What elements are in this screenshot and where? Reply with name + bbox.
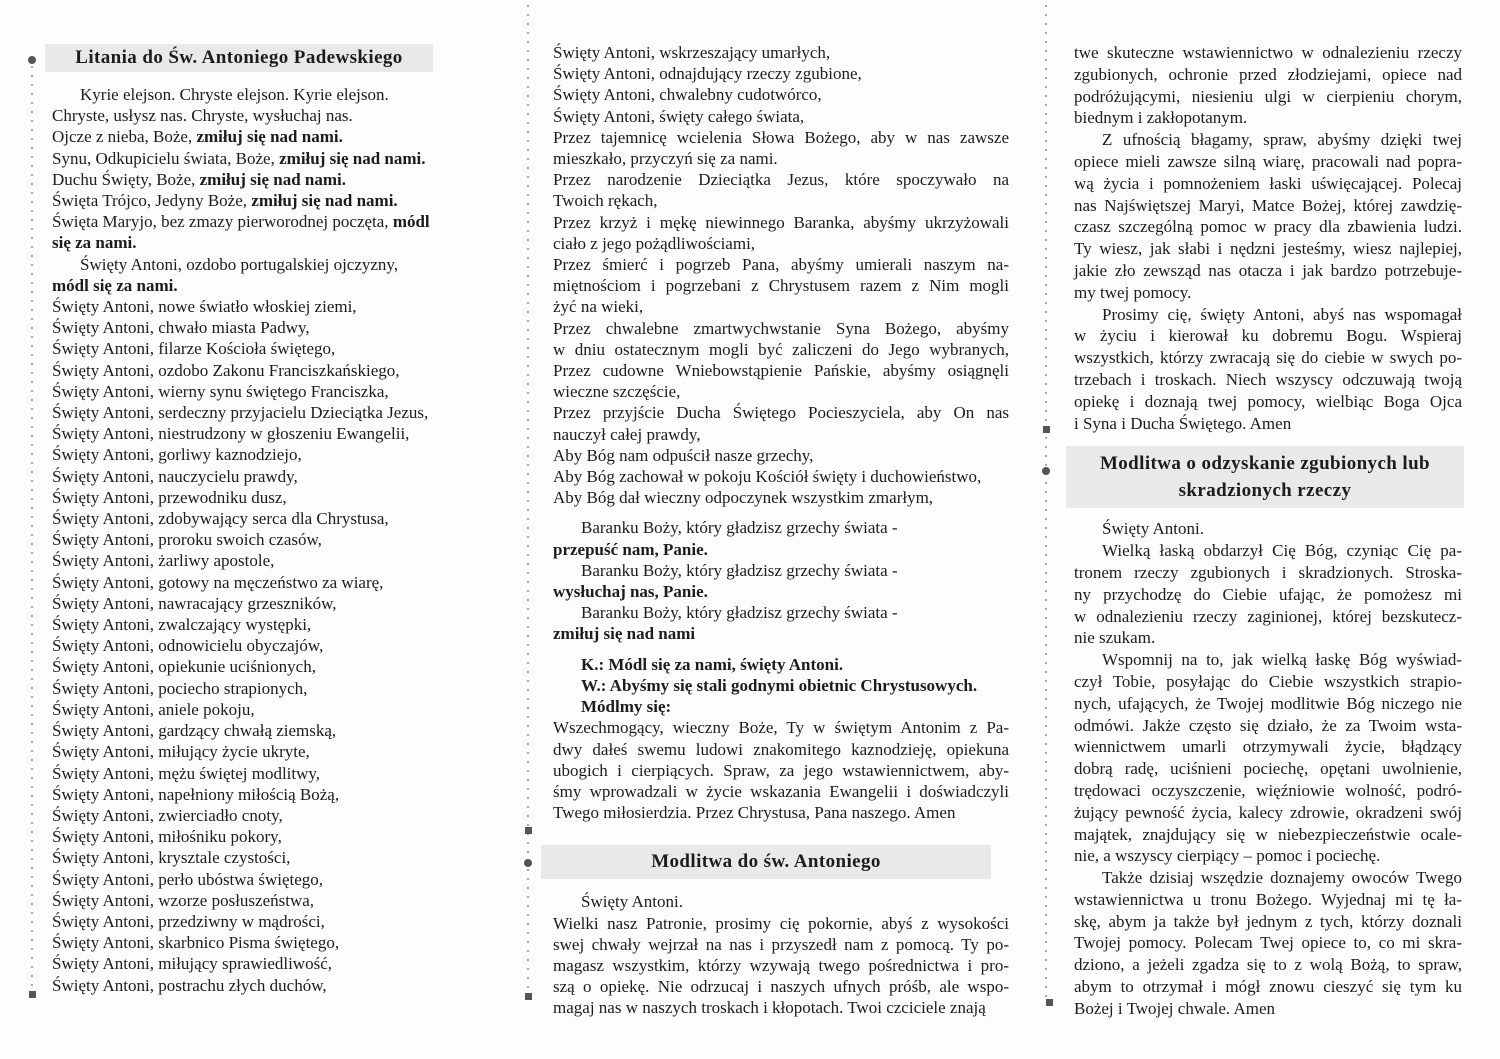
text-line: twe skuteczne wstawiennictwo w odnalezieniu rzeczy: [1074, 43, 1462, 62]
text-line: Synu, Odkupicielu świata, Boże, zmiłuj się nad nami.: [52, 148, 426, 168]
text-line: w życiu i kierował ku dobremu Bogu. Wspieraj: [1074, 326, 1462, 346]
text-line: Święty Antoni, napełniony miłością Bożą,: [52, 784, 340, 804]
text-line: Ojcze z nieba, Boże, zmiłuj się nad nami.: [52, 127, 343, 147]
text-line: śmy wprowadzali w życie wskazania Ewangelii i doświadczyli: [553, 781, 1009, 801]
text-line: magaj nas w naszych troskach i kłopotach. Twoi czciciele znają: [553, 998, 986, 1018]
text-line: ciało z jego pożądliwościami,: [553, 233, 756, 253]
text-line: W.: Abyśmy się stali godnymi obietnic Chrystusowych.: [581, 675, 978, 695]
text-line: nauczył całej prawdy,: [553, 424, 701, 444]
text-line: dobrą radę, uciśnieni pociechę, opętani uwolnienie,: [1074, 759, 1462, 779]
text-line: trędowaci oczyszczenie, więźniowie wolność, podró-: [1074, 780, 1462, 800]
text-line: dziono, a jeżeli zgadza się to z wolą Bożą, to spraw,: [1074, 955, 1462, 975]
text-line: Święty Antoni, przedziwny w mądrości,: [52, 911, 325, 931]
text-line: czył Tobie, posyłając do Ciebie wszystkich strapio-: [1074, 671, 1462, 691]
text-line: wieczne szczęście,: [553, 382, 681, 402]
fold-mark-square: [29, 991, 36, 998]
fold-mark-dot: [1042, 467, 1050, 475]
text-line: Święty Antoni, odnowicielu obyczajów,: [52, 636, 324, 656]
text-line: Święty Antoni, wzorze posłuszeństwa,: [52, 890, 315, 910]
text-line: wszystkich, którzy zwracają się do ciebie w swych po-: [1074, 348, 1462, 368]
text-line: Święty Antoni, nowe światło włoskiej ziemi,: [52, 297, 357, 317]
text-line: Przez tajemnicę wcielenia Słowa Bożego, aby w nas zawsze: [553, 127, 1009, 147]
text-line: abym to otrzymał i mógł znowu cieszyć się tym ku: [1074, 977, 1462, 997]
text-line: Duchu Święty, Boże, zmiłuj się nad nami.: [52, 169, 347, 189]
text-line: Święty Antoni, mężu świętej modlitwy,: [52, 763, 321, 783]
text-line: Aby Bóg dał wieczny odpoczynek wszystkim zmarłym,: [553, 488, 934, 508]
text-line: biednym i zakłopotanym.: [1074, 108, 1248, 128]
text-line: Święty Antoni, gotowy na męczeństwo za wiarę,: [52, 572, 384, 592]
text-line: Święty Antoni, chwało miasta Padwy,: [52, 318, 310, 338]
text-line: Święty Antoni, odnajdujący rzeczy zgubione,: [553, 64, 862, 84]
text-line: my twej pomocy.: [1074, 282, 1192, 302]
text-line: Wszechmogący, wieczny Boże, Ty w świętym Antonim z Pa-: [553, 718, 1009, 738]
text-line: Święty Antoni, ozdobo Zakonu Franciszkańskiego,: [52, 360, 400, 380]
text-line: nie, a wszyscy cierpiący – pomoc i pociechę.: [1074, 846, 1381, 866]
text-line: mieszkało, przyczyń się za nami.: [553, 149, 778, 169]
text-line: Chryste, usłysz nas. Chryste, wysłuchaj nas.: [52, 106, 353, 126]
text-line: Przez krzyż i mękę niewinnego Baranka, abyśmy ukrzyżowali: [553, 212, 1009, 232]
fold-mark-square: [1046, 999, 1053, 1006]
text-line: Święty Antoni, miłujący sprawiedliwość,: [52, 954, 332, 974]
text-line: szą o opiekę. Nie odrzucaj i naszych ufnych próśb, ale wspo-: [553, 977, 1009, 997]
text-line: Święty Antoni, zdobywający serca dla Chrystusa,: [52, 509, 389, 529]
recovery-prayer-heading: [1066, 446, 1464, 508]
text-line: zgubionych, ochronie przed złodziejami, opiece nad: [1074, 64, 1462, 84]
text-line: podróżującymi, niesieniu ulgi w cierpieniu chorym,: [1074, 86, 1462, 106]
recovery-prayer-heading-line1: Modlitwa o odzyskanie zgubionych lub: [1099, 453, 1431, 475]
text-line: opiekę i doznają twej pomocy, wielbiąc Boga Ojca: [1074, 391, 1462, 411]
text-line: magasz wszystkim, którzy wzywają twego pośrednictwa i pro-: [553, 955, 1009, 975]
text-line: Święty Antoni, żarliwy apostole,: [52, 551, 275, 571]
text-line: Przez przyjście Ducha Świętego Pocieszyciela, aby On nas: [553, 403, 1009, 423]
text-line: Święty Antoni, nauczycielu prawdy,: [52, 466, 298, 486]
text-line: Święty Antoni, miłośniku pokory,: [52, 827, 282, 847]
text-line: trzebach i troskach. Niech wszyscy odczuwają twoją: [1074, 369, 1462, 389]
column-litany-continuation: [553, 42, 1009, 1019]
text-line: jakie zło zewsząd nas otacza i jak bardzo potrzebuje-: [1074, 260, 1462, 280]
text-line: Wspomnij na to, jak wielką łaskę Bóg wyświad-: [1102, 650, 1462, 670]
text-line: Przez śmierć i pogrzeb Pana, abyśmy umierali naszym na-: [553, 255, 1009, 275]
fold-mark-square: [525, 993, 532, 1000]
text-line: Baranku Boży, który gładzisz grzechy świata -: [581, 518, 898, 538]
column-recovery-prayer: [1074, 42, 1462, 1020]
text-line: Święty Antoni, pociecho strapionych,: [52, 678, 308, 698]
prayer-heading: Modlitwa do św. Antoniego: [541, 845, 991, 879]
text-line: Módlmy się:: [581, 697, 672, 717]
text-line: Kyrie elejson. Chryste elejson. Kyrie elejson.: [80, 85, 389, 104]
text-line: nie szukam.: [1074, 628, 1156, 648]
text-line: Ty wiesz, jak słabi i nędzni jesteśmy, wiesz najlepiej,: [1074, 239, 1462, 259]
text-line: Święty Antoni, nawracający grzeszników,: [52, 593, 337, 613]
text-line: swej chwały wejrzał na nas i przyszedł nam z pomocą. Ty po-: [553, 934, 1009, 954]
text-line: w odnalezieniu rzeczy zaginionej, której bezskutecz-: [1074, 606, 1462, 626]
text-line: Święty Antoni, ozdobo portugalskiej ojczyzny,: [80, 254, 399, 274]
text-line: Święta Maryjo, bez zmazy pierworodnej poczęta, módl: [52, 212, 430, 232]
text-line: nas Najświętszej Maryi, Matce Bożej, której zawdzię-: [1074, 195, 1462, 215]
text-line: Wielki nasz Patronie, prosimy cię pokornie, abyś z wysokości: [553, 913, 1009, 933]
text-line: Święty Antoni, skarbnico Pisma świętego,: [52, 933, 340, 953]
fold-line-right: [1045, 5, 1047, 1001]
text-line: wysłuchaj nas, Panie.: [553, 582, 708, 602]
text-line: Święty Antoni, krysztale czystości,: [52, 848, 291, 868]
text-line: Także dzisiaj wszędzie doznajemy owoców Twego: [1102, 868, 1462, 888]
text-line: się za nami.: [52, 233, 137, 253]
text-line: skę, abym ja także był jednym z tych, którzy doznali: [1074, 911, 1462, 931]
text-line: módl się za nami.: [52, 275, 178, 295]
text-line: odmówi. Jakże często się działo, że za Twoim wsta-: [1074, 715, 1462, 735]
fold-mark-dot: [28, 56, 36, 64]
text-line: Święty Antoni, opiekunie uciśnionych,: [52, 657, 316, 677]
text-line: Baranku Boży, który gładzisz grzechy świata -: [581, 560, 898, 580]
text-line: Święty Antoni, serdeczny przyjacielu Dzieciątka Jezus,: [52, 403, 429, 423]
fold-line-middle: [527, 5, 529, 1003]
litany-text: [52, 84, 500, 996]
text-line: wstawiennictwa u tronu Bożego. Wyjednaj mi tę ła-: [1074, 889, 1462, 909]
text-line: majątek, znajdujący się w niebezpieczeństwie ocale-: [1074, 824, 1462, 844]
text-line: czasz szczególną pomoc w pracy dla zbawienia ludzi.: [1074, 217, 1462, 237]
text-line: Prosimy cię, święty Antoni, abyś nas wspomagał: [1102, 304, 1462, 324]
text-line: wiennictwem umarli otrzymywali życie, błądzący: [1074, 737, 1462, 757]
text-line: żyć na wieki,: [553, 297, 644, 317]
text-line: K.: Módl się za nami, święty Antoni.: [581, 654, 844, 674]
text-line: Święty Antoni, aniele pokoju,: [52, 699, 255, 719]
text-line: Święty Antoni, proroku swoich czasów,: [52, 530, 322, 550]
text-line: miętnościom i pogrzebani z Chrystusem razem z Nim mogli: [553, 276, 1009, 296]
text-line: ny przychodzę do Ciebie ufając, że pomożesz mi: [1074, 584, 1462, 604]
fold-mark-square: [1043, 426, 1050, 433]
text-line: tronem rzeczy zgubionych i skradzionych. Stroska-: [1074, 562, 1462, 582]
text-line: Przez chwalebne zmartwychwstanie Syna Bożego, abyśmy: [553, 318, 1009, 338]
text-line: Twoich rękach,: [553, 191, 658, 211]
recovery-prayer-heading-line2: skradzionych rzeczy: [1178, 480, 1352, 502]
text-line: Z ufnością błagamy, spraw, abyśmy dzięki twej: [1102, 130, 1462, 150]
text-line: ubogich i cierpiących. Spraw, za jego wstawiennictwem, aby-: [553, 760, 1009, 780]
text-line: Święty Antoni.: [1102, 519, 1205, 539]
text-line: dwy dałeś swemu ludowi znakomitego kaznodzieję, opiekuna: [553, 739, 1009, 759]
text-line: żujący pewność życia, kalecy zdrowie, okradzeni swój: [1074, 802, 1462, 822]
text-line: Święty Antoni, miłujący życie ukryte,: [52, 742, 310, 762]
litany-heading: Litania do Św. Antoniego Padewskiego: [45, 44, 433, 72]
text-line: Twego miłosierdzia. Przez Chrystusa, Pana naszego. Amen: [553, 803, 956, 823]
text-line: Święty Antoni, wskrzeszający umarłych,: [553, 43, 831, 62]
text-line: Święty Antoni, gardzący chwałą ziemską,: [52, 721, 337, 741]
text-line: Święty Antoni, gorliwy kaznodziejo,: [52, 445, 302, 465]
text-line: Święty Antoni, zwalczający występki,: [52, 615, 312, 635]
text-line: Wielką łaską obdarzył Cię Bóg, czyniąc Cię pa-: [1102, 541, 1462, 561]
text-line: Twojej pomocy. Polecam Twej opiece to, co mi skra-: [1074, 933, 1462, 953]
prayer-text: [553, 891, 1009, 1018]
text-line: wą życia i pomnożeniem łaski uświęcającej. Polecaj: [1074, 173, 1462, 193]
text-line: Bożej i Twojej chwale. Amen: [1074, 998, 1276, 1018]
text-line: Święty Antoni, święty całego świata,: [553, 106, 805, 126]
column-litany: [45, 44, 500, 996]
text-line: i Syna i Ducha Świętego. Amen: [1074, 413, 1292, 433]
text-line: Święty Antoni, niestrudzony w głoszeniu Ewangelii,: [52, 424, 410, 444]
text-line: Przez cudowne Wniebowstąpienie Pańskie, abyśmy osiągnęli: [553, 361, 1009, 381]
prayer-continuation-text: [1074, 42, 1462, 434]
text-line: Święty Antoni, perło ubóstwa świętego,: [52, 869, 324, 889]
text-line: nych, ufających, że Twojej modlitwie Bóg niczego nie: [1074, 693, 1462, 713]
fold-mark-square: [525, 827, 532, 834]
text-line: zmiłuj się nad nami: [553, 624, 696, 644]
text-line: Aby Bóg zachował w pokoju Kościół święty i duchowieństwo,: [553, 467, 982, 487]
text-line: Święta Trójco, Jedyny Boże, zmiłuj się nad nami.: [52, 191, 398, 211]
text-line: Święty Antoni, filarze Kościoła świętego,: [52, 339, 336, 359]
text-line: Aby Bóg nam odpuścił nasze grzechy,: [553, 445, 814, 465]
text-line: Przez narodzenie Dzieciątka Jezus, które spoczywało na: [553, 170, 1009, 190]
text-line: Święty Antoni, wierny synu świętego Franciszka,: [52, 381, 389, 401]
text-line: w dniu ostatecznym mogli być zaliczeni do Jego wybranych,: [553, 339, 1009, 359]
fold-line-left: [31, 66, 33, 988]
fold-mark-dot: [524, 859, 532, 867]
text-line: Baranku Boży, który gładzisz grzechy świata -: [581, 603, 898, 623]
text-line: opiece mieli zawsze silną wiarę, pracowali nad popra-: [1074, 151, 1462, 171]
litany-continuation-text: [553, 42, 1009, 823]
text-line: Święty Antoni, chwalebny cudotwórco,: [553, 85, 822, 105]
text-line: Święty Antoni, zwierciadło cnoty,: [52, 805, 283, 825]
recovery-prayer-text: [1074, 518, 1462, 1019]
text-line: przepuść nam, Panie.: [553, 539, 708, 559]
text-line: Święty Antoni.: [581, 892, 684, 912]
text-line: Święty Antoni, przewodniku dusz,: [52, 487, 287, 507]
text-line: Święty Antoni, postrachu złych duchów,: [52, 975, 327, 995]
